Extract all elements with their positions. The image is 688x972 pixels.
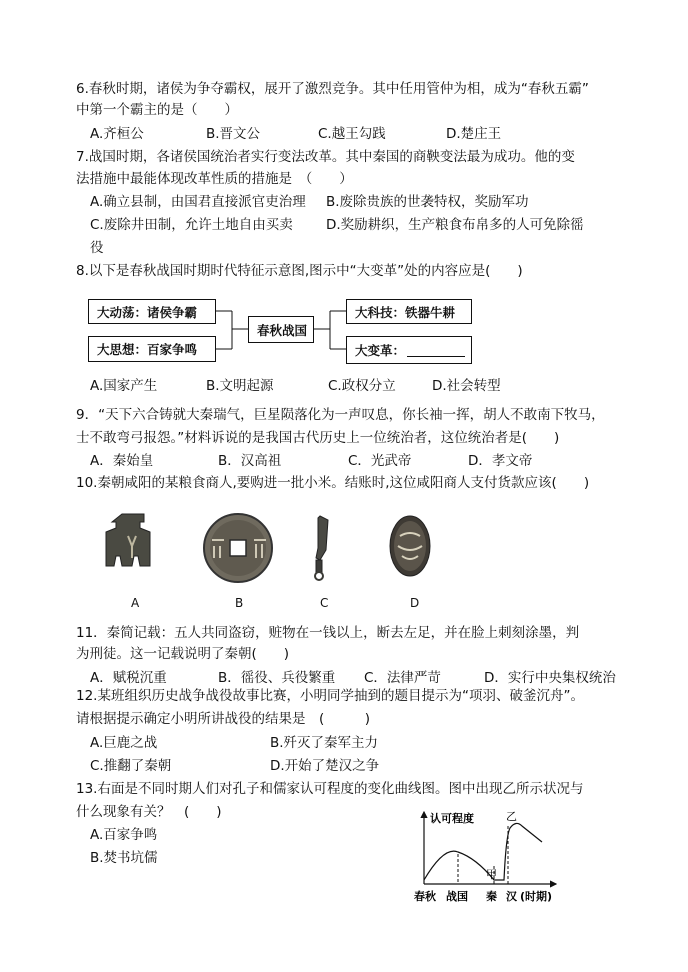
q12-stem-line2: 请根据提示确定小明所讲战役的结果是 ( )	[76, 711, 371, 727]
q7-stem-line2: 法措施中最能体现改革性质的措施是 （ ）	[76, 171, 353, 187]
q7-option-d[interactable]: D.奖励耕织，生产粮食布帛多的人可免除徭	[326, 217, 584, 233]
diagram-box-reform	[346, 336, 472, 364]
q11-option-c[interactable]: C．法律严苛	[364, 670, 441, 686]
q13-stem-line1: 13.右面是不同时期人们对孔子和儒家认可程度的变化曲线图。图中出现乙所示状况与	[76, 781, 584, 797]
q13-option-b[interactable]: B.焚书坑儒	[90, 850, 158, 866]
q8-stem-line1: 8.以下是春秋战国时期时代特征示意图,图示中“大变革”处的内容应是( )	[76, 263, 523, 279]
spade-coin-image[interactable]	[104, 510, 164, 582]
q8-option-b[interactable]: B.文明起源	[206, 378, 274, 394]
diagram-box-turmoil: 大动荡：诸侯争霸	[88, 299, 216, 324]
q12-option-c[interactable]: C.推翻了秦朝	[90, 758, 172, 774]
coin-label-a: A	[131, 596, 140, 610]
q7-stem-line1: 7.战国时期，各诸侯国统治者实行变法改革。其中秦国的商鞅变法最为成功。他的变	[76, 149, 575, 165]
coin-label-b: B	[235, 596, 244, 610]
diagram-box-technology: 大科技：铁器牛耕	[346, 299, 472, 324]
q10-stem-line1: 10.秦朝咸阳的某粮食商人,要购进一批小米。结账时,这位咸阳商人支付货款应该( )	[76, 475, 590, 491]
graph-mark-yi: 乙	[506, 810, 517, 823]
q6-option-b[interactable]: B.晋文公	[206, 126, 261, 142]
coin-label-c: C	[320, 596, 329, 610]
q13-option-a[interactable]: A.百家争鸣	[90, 827, 158, 843]
q9-option-c[interactable]: C．光武帝	[348, 453, 412, 469]
q8-option-a[interactable]: A.国家产生	[90, 378, 158, 394]
q6-stem-line1: 6.春秋时期，诸侯为争夺霸权，展开了激烈竞争。其中任用管仲为相，成为“春秋五霸”	[76, 81, 589, 97]
q12-stem-line1: 12.某班组织历史战争战役故事比赛，小明同学抽到的题目提示为“项羽、破釜沉舟”。	[76, 688, 584, 704]
q6-option-c[interactable]: C.越王勾践	[318, 126, 386, 142]
graph-xtick-zhanguo: 战国	[446, 890, 468, 903]
q6-option-d[interactable]: D.楚庄王	[446, 126, 502, 142]
diagram-answer-blank	[407, 344, 465, 357]
q12-option-d[interactable]: D.开始了楚汉之争	[270, 758, 380, 774]
q9-option-a[interactable]: A．秦始皇	[90, 453, 154, 469]
q9-stem-line2: 士不敢弯弓报怨。”材料诉说的是我国古代历史上一位统治者，这位统治者是( )	[76, 430, 560, 446]
graph-ylabel: 认可程度	[430, 812, 474, 825]
q9-option-d[interactable]: D．孝文帝	[468, 453, 533, 469]
q7-option-b[interactable]: B.废除贵族的世袭特权，奖励军功	[326, 194, 529, 210]
diagram-box-center: 春秋战国	[248, 316, 314, 343]
approval-curve-svg	[400, 806, 570, 910]
graph-xtick-qin: 秦	[486, 890, 497, 903]
q9-stem-line1: 9．“天下六合铸就大秦瑞气，巨星陨落化为一声叹息，你长袖一挥，胡人不敢南下牧马，	[76, 407, 605, 423]
banliang-coin-image[interactable]	[200, 510, 280, 586]
graph-xtick-period: (时期)	[520, 890, 553, 903]
q11-stem-line2: 为刑徒。这一记载说明了秦朝( )	[76, 646, 290, 662]
q8-option-d[interactable]: D.社会转型	[432, 378, 501, 394]
q11-stem-line1: 11．秦简记载：五人共同盗窃，赃物在一钱以上，断去左足，并在脸上刺刻涂墨，判	[76, 625, 580, 641]
graph-xtick-chunqiu: 春秋	[414, 890, 436, 903]
knife-coin-image[interactable]	[310, 512, 334, 582]
q12-option-b[interactable]: B.歼灭了秦军主力	[270, 735, 379, 751]
approval-curve	[424, 823, 542, 880]
diagram-box-thought: 大思想：百家争鸣	[88, 336, 216, 362]
q7-option-a[interactable]: A.确立县制，由国君直接派官吏治理	[90, 194, 306, 210]
q7-option-d-continuation: 役	[90, 240, 104, 256]
q6-option-a[interactable]: A.齐桓公	[90, 126, 144, 142]
diagram-box-reform-label: 大变革：	[355, 343, 406, 358]
q13-stem-line2: 什么现象有关？ ( )	[76, 804, 222, 820]
coin-label-d: D	[410, 596, 420, 610]
graph-mark-jia: 甲	[486, 868, 497, 881]
q11-option-a[interactable]: A．赋税沉重	[90, 670, 167, 686]
q7-option-c[interactable]: C.废除井田制，允许土地自由买卖	[90, 217, 293, 233]
q12-option-a[interactable]: A.巨鹿之战	[90, 735, 158, 751]
q6-stem-line2: 中第一个霸主的是（ ）	[76, 102, 238, 118]
q9-option-b[interactable]: B．汉高祖	[218, 453, 282, 469]
graph-xtick-han: 汉	[506, 890, 517, 903]
q11-option-d[interactable]: D．实行中央集权统治	[484, 670, 616, 686]
ant-nose-coin-image[interactable]	[386, 512, 436, 582]
q8-option-c[interactable]: C.政权分立	[328, 378, 396, 394]
q11-option-b[interactable]: B．徭役、兵役繁重	[218, 670, 336, 686]
